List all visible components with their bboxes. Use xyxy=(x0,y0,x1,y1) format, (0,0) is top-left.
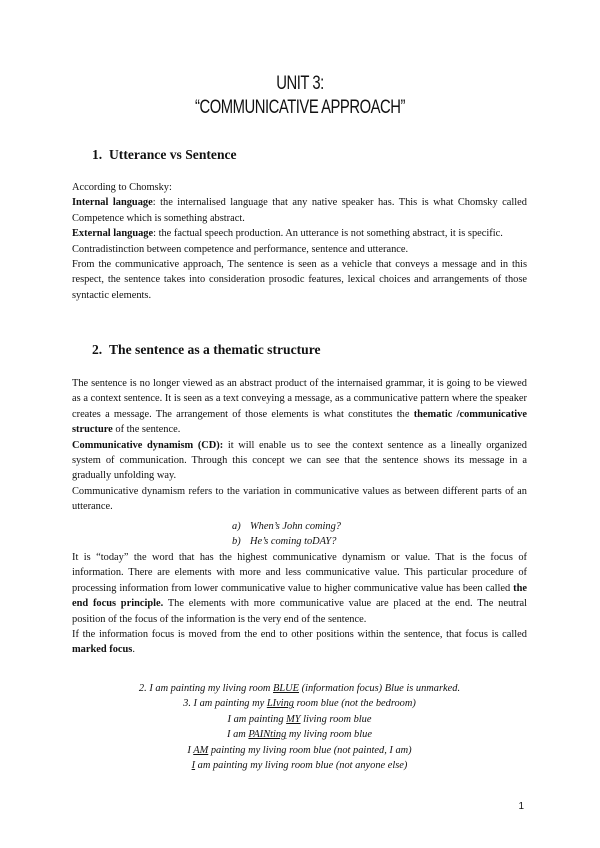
ex-text: room blue (not the bedroom) xyxy=(293,698,416,710)
section-2-heading: 2. The sentence as a thematic structure xyxy=(92,342,321,357)
example-text: He’s coming toDAY? xyxy=(250,536,337,548)
internal-language-paragraph xyxy=(72,195,527,226)
example-label: b) xyxy=(232,536,241,548)
title-line-2: “COMMUNICATIVE APPROACH” xyxy=(195,97,405,118)
ex-text: I am xyxy=(227,729,249,741)
external-term: External language xyxy=(72,228,154,240)
internal-text: : the internalised language that any native speaker has. This is what Chomsky called Competence which is something abstract. xyxy=(72,197,527,224)
internal-term: Internal language xyxy=(72,197,153,209)
section-1-heading: 1. Utterance vs Sentence xyxy=(92,147,237,162)
end-focus-paragraph xyxy=(72,550,527,627)
today-text-a: It is “today” the word that has the highest communicative dynamism or value. That is the focus of information. There are elements with more and less communicative value. This particular procedure of processing information from lower communicative value to higher communicative value has been called xyxy=(72,552,527,594)
unit-title xyxy=(66,72,534,120)
cd-definition-paragraph: Communicative dynamism refers to the variation in communicative values as between different parts of an utterance. xyxy=(72,485,527,513)
ex-text: (information focus) Blue is unmarked. xyxy=(299,683,461,694)
communicative-approach-paragraph: From the communicative approach, The sentence is seen as a vehicle that conveys a message and in this respect, the sentence takes into consideration prosodic features, lexical choices and arrangements of those syntactic elements. xyxy=(72,259,527,301)
p1-bold: thematic /communicative structure xyxy=(72,408,527,436)
example-label: a) xyxy=(232,521,241,532)
p1-text-b: of the sentence. xyxy=(112,424,181,436)
example-item xyxy=(232,519,432,534)
example-text: When’s John coming? xyxy=(250,521,341,532)
marked-focus-term: marked focus xyxy=(72,644,133,656)
ex-text: painting my living room blue (not painted, I am) xyxy=(208,744,412,756)
cd-text: it will enable us to see the context sentence as a lineally organized system of communication. Through this concept we can see that the sentence shows its message in a gradually unfolding way. xyxy=(72,439,527,482)
ex-focus-word: I xyxy=(191,760,196,772)
focus-example-line xyxy=(72,681,527,696)
cd-term: Communicative dynamism (CD): xyxy=(72,439,224,451)
section-2-body xyxy=(72,376,527,515)
ex-focus-word: LIving xyxy=(266,698,294,710)
section-2-body-cont xyxy=(72,550,527,658)
page-number: 1 xyxy=(518,801,524,812)
communicative-dynamism-paragraph xyxy=(72,438,527,484)
p1-text-a: The sentence is no longer viewed as an abstract product of the internaised grammar, it is going to be viewed as a context sentence. It is seen as a text conveying a message, as a communicative pattern where the speaker creates a message. The arrangement of those elements is what constitutes the xyxy=(72,378,527,420)
focus-example-line xyxy=(72,743,527,758)
ex-text: 3. I am painting my xyxy=(183,698,267,710)
example-list xyxy=(232,519,432,550)
focus-examples xyxy=(72,681,527,773)
focus-example-line xyxy=(72,727,527,742)
external-text: : the factual speech production. An utterance is not something abstract, it is specific. xyxy=(153,228,503,240)
end-focus-term: the end focus principle. xyxy=(72,582,527,610)
ex-text: I xyxy=(187,744,194,756)
ex-focus-word: MY xyxy=(286,713,301,725)
ex-focus-word: AM xyxy=(193,744,209,756)
contradistinction-paragraph: Contradistinction between competence and performance, sentence and utterance. xyxy=(72,243,409,255)
ex-text: 2. I am painting my living room xyxy=(138,683,274,694)
focus-example-line xyxy=(72,758,527,773)
ex-text: am painting my living room blue (not anyone else) xyxy=(195,760,408,772)
focus-example-line xyxy=(72,696,527,711)
ex-text: I am painting xyxy=(227,713,287,725)
focus-example-line xyxy=(72,712,527,727)
marked-text-b: . xyxy=(132,644,135,656)
today-text-b: The elements with more communicative value are placed at the end. The neutral position of the focus of the information is the very end of the sentence. xyxy=(72,598,527,625)
marked-focus-paragraph xyxy=(72,627,527,658)
section-1-body xyxy=(72,180,527,303)
example-item xyxy=(232,534,432,549)
title-line-1: UNIT 3: xyxy=(276,73,324,94)
chomsky-intro: According to Chomsky: xyxy=(72,182,172,193)
ex-focus-word: PAINting xyxy=(248,729,287,741)
external-language-paragraph xyxy=(72,226,527,241)
ex-text: my living room blue xyxy=(286,729,372,741)
marked-text-a: If the information focus is moved from the end to other positions within the sentence, that focus is called xyxy=(72,629,527,641)
thematic-structure-paragraph xyxy=(72,376,527,438)
ex-text: living room blue xyxy=(300,713,372,725)
ex-focus-word: BLUE xyxy=(273,683,300,694)
